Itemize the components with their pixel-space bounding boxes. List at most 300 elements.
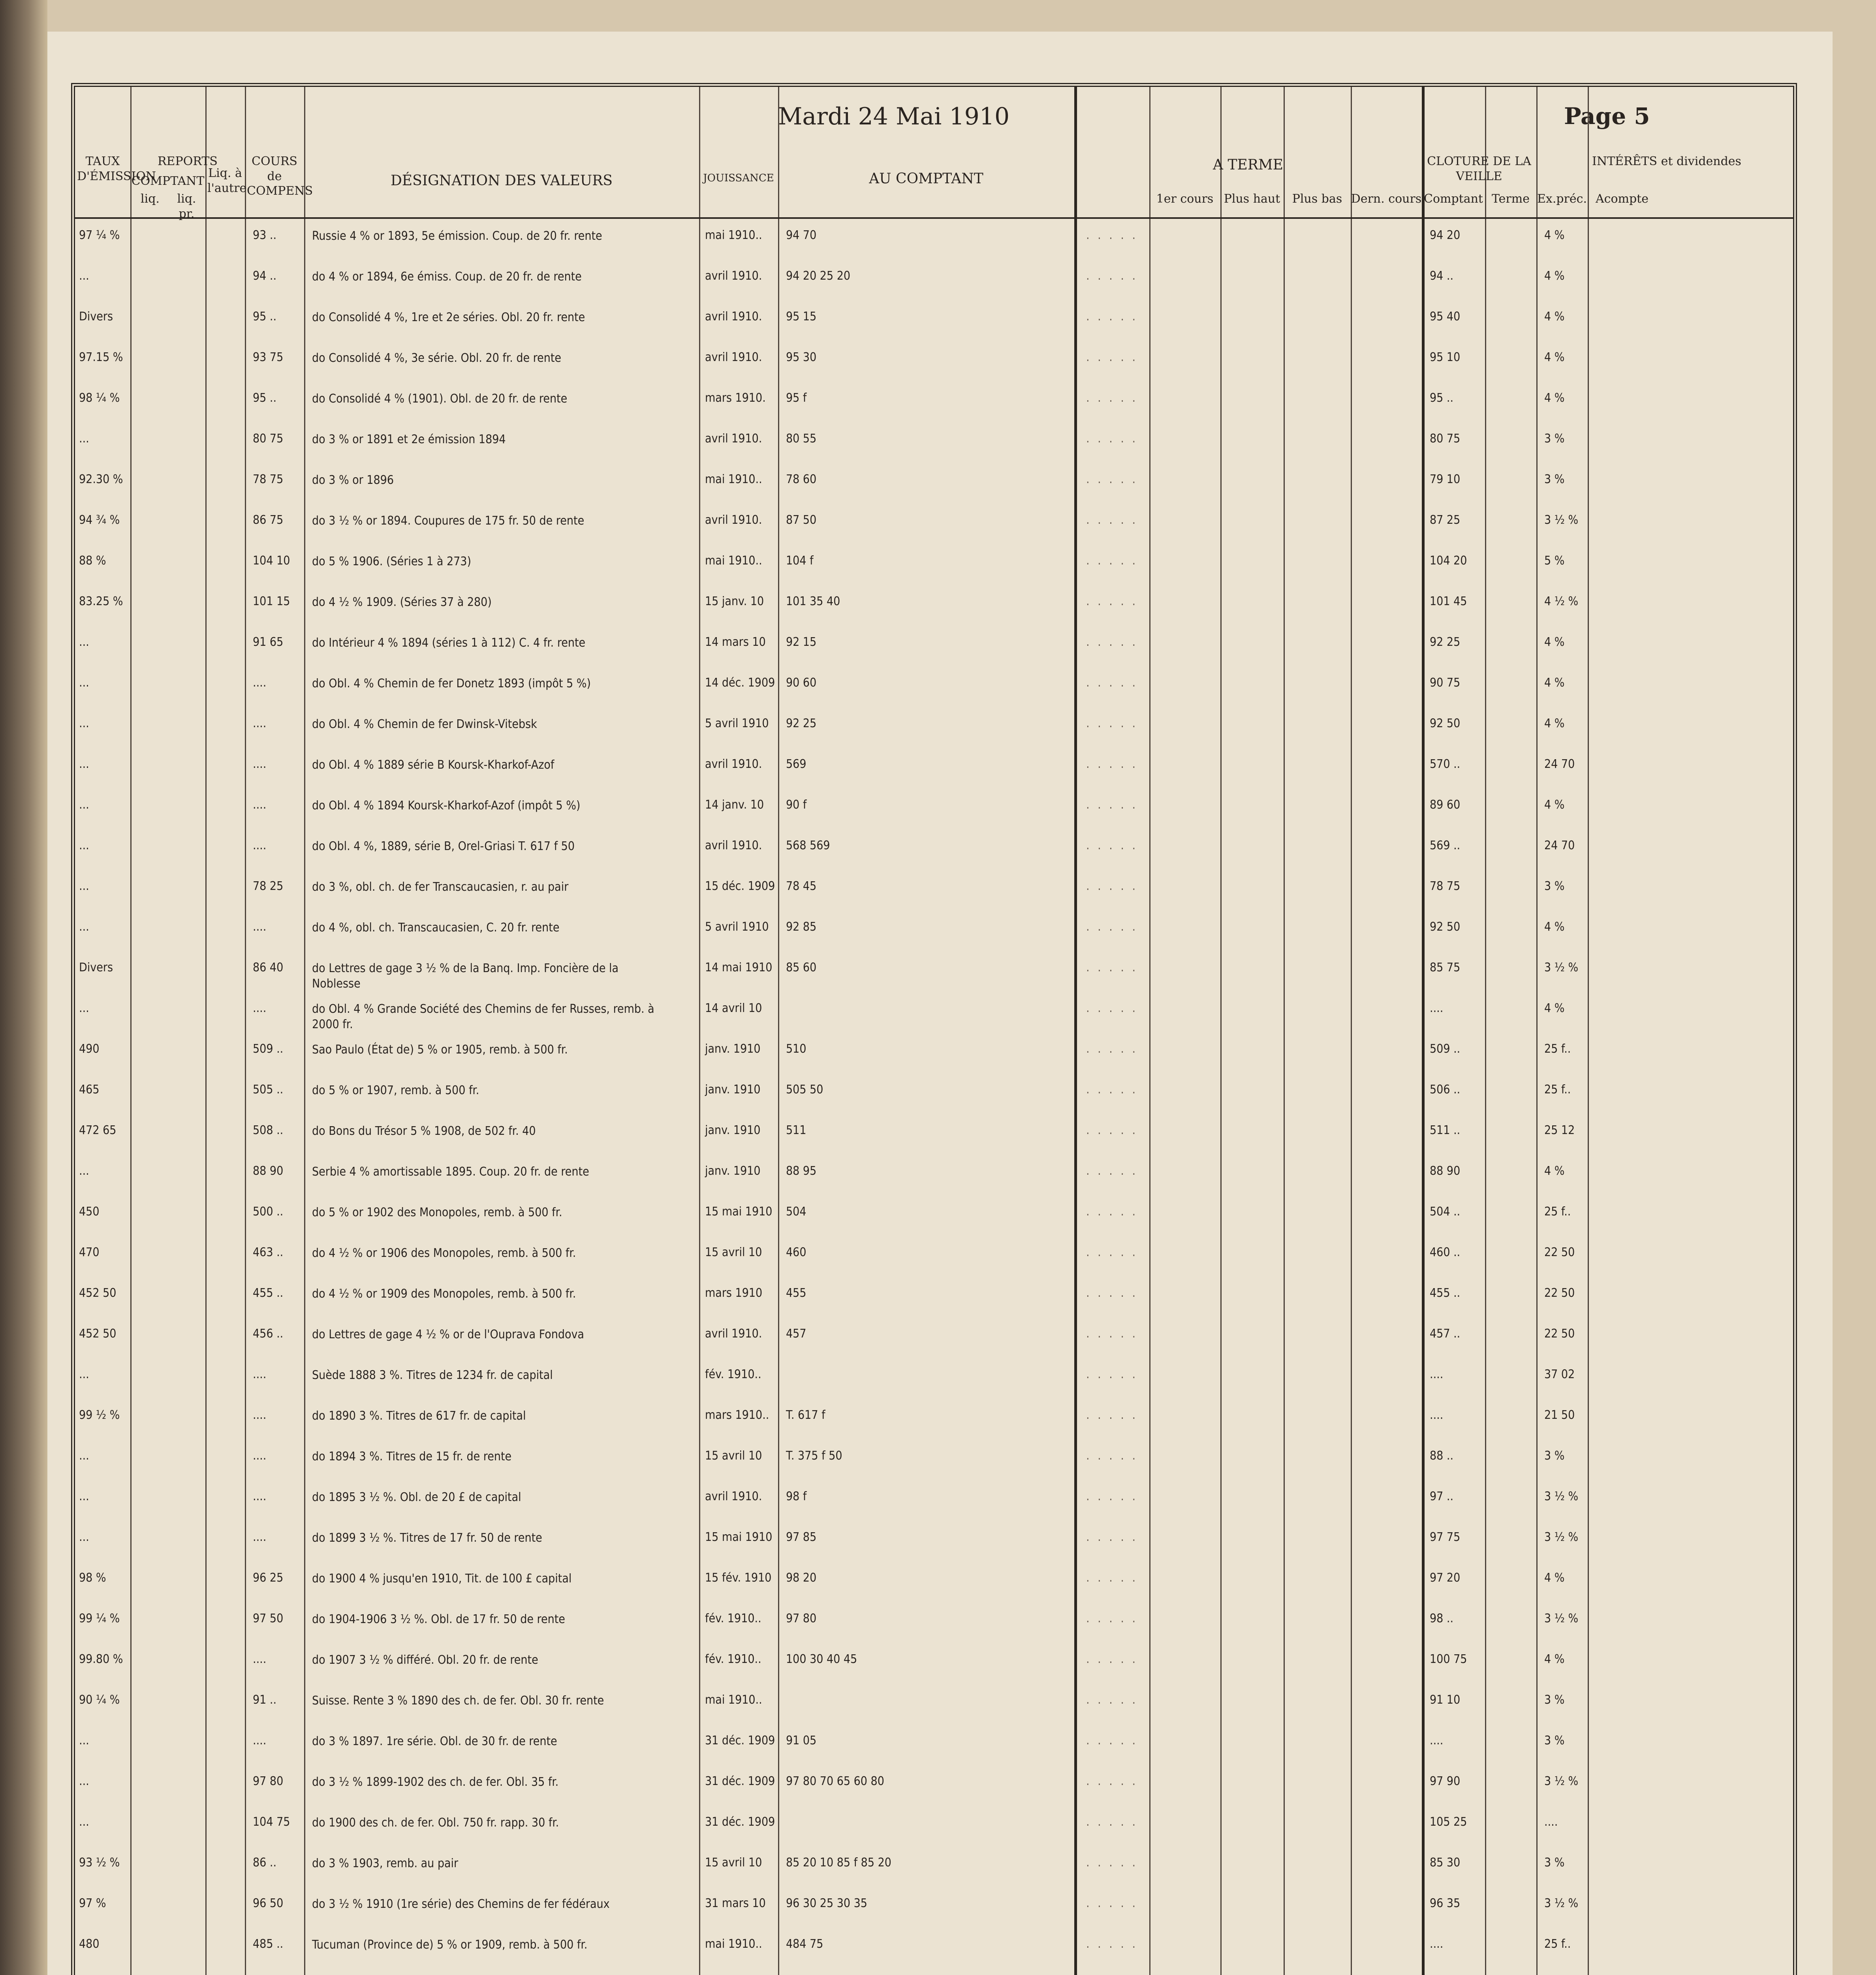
terme-filler: . . . . . [1086, 1083, 1138, 1097]
row-interets: 3 % [1544, 1734, 1565, 1747]
row-designation: Suède 1888 3 %. Titres de 1234 fr. de capital [312, 1368, 553, 1382]
row-jouissance: mars 1910. [705, 391, 766, 405]
row-interets: 24 70 [1544, 757, 1575, 771]
row-cloture: 95 10 [1430, 350, 1461, 364]
row-comptant: 484 75 [786, 1937, 823, 1951]
row-cloture: 511 .. [1430, 1123, 1461, 1137]
row-comptant: 78 60 [786, 472, 817, 486]
terme-filler: . . . . . [1086, 1164, 1138, 1178]
terme-filler: . . . . . [1086, 839, 1138, 852]
row-designation: do 1899 3 ½ %. Titres de 17 fr. 50 de rente [312, 1531, 542, 1545]
row-taux: ... [79, 1815, 89, 1829]
row-cours: 500 .. [253, 1205, 284, 1219]
row-taux: 450 [79, 1205, 100, 1219]
row-taux: 93 ½ % [79, 1856, 120, 1870]
row-taux: 97.15 % [79, 350, 123, 364]
row-taux: 83.25 % [79, 594, 123, 608]
row-comptant: 92 15 [786, 635, 817, 649]
row-jouissance: janv. 1910 [705, 1042, 761, 1056]
terme-filler: . . . . . [1086, 798, 1138, 812]
row-taux: 94 ¾ % [79, 513, 120, 527]
row-jouissance: 15 avril 10 [705, 1449, 762, 1463]
row-cours: 485 .. [253, 1937, 284, 1951]
row-jouissance: fév. 1910.. [705, 1367, 761, 1381]
binding-spine [0, 0, 47, 1975]
row-cours: 78 75 [253, 472, 284, 486]
row-interets: 21 50 [1544, 1408, 1575, 1422]
row-interets: 3 % [1544, 1856, 1565, 1870]
row-cours: 509 .. [253, 1042, 284, 1056]
row-cours: .... [253, 1530, 267, 1544]
row-interets: 3 % [1544, 472, 1565, 486]
row-taux: ... [79, 920, 89, 934]
row-comptant: 98 f [786, 1490, 807, 1503]
row-cloture: 92 50 [1430, 920, 1461, 934]
terme-filler: . . . . . [1086, 920, 1138, 934]
row-jouissance: mai 1910.. [705, 472, 762, 486]
row-interets: 5 % [1544, 554, 1565, 568]
terme-filler: . . . . . [1086, 961, 1138, 974]
row-cloture: 97 75 [1430, 1530, 1461, 1544]
row-cloture: 80 75 [1430, 432, 1461, 446]
row-comptant: 96 30 25 30 35 [786, 1896, 867, 1910]
row-taux: 98 % [79, 1571, 106, 1585]
row-cours: 88 90 [253, 1164, 284, 1178]
row-cloture: 97 90 [1430, 1774, 1461, 1788]
row-jouissance: 15 déc. 1909 [705, 879, 775, 893]
row-taux: ... [79, 717, 89, 730]
terme-filler: . . . . . [1086, 1530, 1138, 1544]
row-cours: 455 .. [253, 1286, 284, 1300]
terme-filler: . . . . . [1086, 391, 1138, 405]
terme-filler: . . . . . [1086, 1490, 1138, 1503]
row-interets: 24 70 [1544, 839, 1575, 852]
row-designation: do 4 ½ % or 1909 des Monopoles, remb. à 500 fr. [312, 1287, 576, 1301]
row-comptant: 505 50 [786, 1083, 823, 1097]
row-interets: 4 % [1544, 635, 1565, 649]
row-cloture: 91 10 [1430, 1693, 1461, 1707]
row-designation: do 1900 des ch. de fer. Obl. 750 fr. rapp. 30 fr. [312, 1816, 559, 1830]
row-taux: 97 % [79, 1896, 106, 1910]
row-cloture: 89 60 [1430, 798, 1461, 812]
row-jouissance: 15 avril 10 [705, 1245, 762, 1259]
row-comptant: 100 30 40 45 [786, 1652, 857, 1666]
row-interets: 4 % [1544, 798, 1565, 812]
row-taux: ... [79, 635, 89, 649]
row-designation: do 5 % or 1907, remb. à 500 fr. [312, 1083, 479, 1097]
row-jouissance: avril 1910. [705, 350, 762, 364]
row-designation: do Consolidé 4 %, 1re et 2e séries. Obl. 20 fr. rente [312, 310, 585, 324]
terme-filler: . . . . . [1086, 1693, 1138, 1707]
row-taux: ... [79, 432, 89, 446]
row-jouissance: 14 mars 10 [705, 635, 766, 649]
row-designation: Sao Paulo (État de) 5 % or 1905, remb. à 500 fr. [312, 1043, 568, 1057]
row-taux: ... [79, 839, 89, 852]
terme-filler: . . . . . [1086, 1001, 1138, 1015]
col-acompte: Acompte [1596, 192, 1649, 206]
col-reports: REPORTS [158, 154, 218, 168]
row-cours: .... [253, 1367, 267, 1381]
row-interets: 4 % [1544, 269, 1565, 283]
row-cloture: 97 20 [1430, 1571, 1461, 1585]
terme-filler: . . . . . [1086, 554, 1138, 568]
row-taux: 465 [79, 1083, 100, 1097]
row-interets: 3 ½ % [1544, 961, 1579, 974]
row-cloture: 88 90 [1430, 1164, 1461, 1178]
row-cours: 93 .. [253, 228, 277, 242]
row-jouissance: mai 1910.. [705, 1937, 762, 1951]
row-taux: 470 [79, 1245, 100, 1259]
row-cloture: 87 25 [1430, 513, 1461, 527]
row-cours: 93 75 [253, 350, 284, 364]
row-taux: 90 ¼ % [79, 1693, 120, 1707]
row-designation: do 4 % or 1894, 6e émiss. Coup. de 20 fr. de rente [312, 270, 582, 284]
terme-filler: . . . . . [1086, 879, 1138, 893]
row-jouissance: mars 1910 [705, 1286, 763, 1300]
terme-filler: . . . . . [1086, 513, 1138, 527]
row-designation: do Obl. 4 %, 1889, série B, Orel-Griasi T. 617 f 50 [312, 839, 575, 853]
row-jouissance: 15 fév. 1910 [705, 1571, 772, 1585]
terme-filler: . . . . . [1086, 635, 1138, 649]
row-interets: 4 % [1544, 350, 1565, 364]
row-taux: Divers [79, 310, 113, 324]
row-jouissance: fév. 1910.. [705, 1652, 761, 1666]
row-designation: do 4 %, obl. ch. Transcaucasien, C. 20 fr. rente [312, 921, 560, 935]
col-au-comptant: AU COMPTANT [869, 171, 983, 187]
row-interets: 4 ½ % [1544, 594, 1579, 608]
row-cours: .... [253, 717, 267, 730]
row-jouissance: mars 1910.. [705, 1408, 769, 1422]
terme-filler: . . . . . [1086, 1205, 1138, 1219]
terme-filler: . . . . . [1086, 1327, 1138, 1341]
row-jouissance: avril 1910. [705, 269, 762, 283]
row-comptant: 90 60 [786, 676, 817, 690]
row-interets: 25 f.. [1544, 1205, 1571, 1219]
row-taux: 99 ¼ % [79, 1612, 120, 1625]
row-comptant: 569 [786, 757, 806, 771]
row-taux: 97 ¼ % [79, 228, 120, 242]
terme-filler: . . . . . [1086, 1571, 1138, 1585]
terme-filler: . . . . . [1086, 1286, 1138, 1300]
row-jouissance: avril 1910. [705, 432, 762, 446]
row-designation: do 1890 3 %. Titres de 617 fr. de capital [312, 1409, 526, 1423]
row-jouissance: 5 avril 1910 [705, 717, 769, 730]
row-designation: do Obl. 4 % Grande Société des Chemins de fer Russes, remb. à 2000 fr. [312, 1002, 654, 1031]
row-interets: 4 % [1544, 1652, 1565, 1666]
row-cours: 80 75 [253, 432, 284, 446]
table-row [75, 1934, 1793, 1975]
row-cours: 97 80 [253, 1774, 284, 1788]
row-jouissance: avril 1910. [705, 513, 762, 527]
row-taux: ... [79, 1490, 89, 1503]
row-taux: Divers [79, 961, 113, 974]
row-cours: .... [253, 1734, 267, 1747]
col-comptant: COMPTANT [131, 174, 205, 188]
row-taux: ... [79, 1449, 89, 1463]
row-cours: 86 40 [253, 961, 284, 974]
row-taux: 88 % [79, 554, 106, 568]
row-designation: do 1900 4 % jusqu'en 1910, Tit. de 100 £ capital [312, 1572, 572, 1586]
row-designation: do 1907 3 ½ % différé. Obl. 20 fr. de rente [312, 1653, 538, 1667]
row-cloture: 85 75 [1430, 961, 1461, 974]
row-cloture: 455 .. [1430, 1286, 1461, 1300]
row-designation: do 3 %, obl. ch. de fer Transcaucasien, r. au pair [312, 880, 569, 894]
row-taux: ... [79, 798, 89, 812]
row-comptant: 97 85 [786, 1530, 817, 1544]
row-designation: do Intérieur 4 % 1894 (séries 1 à 112) C. 4 fr. rente [312, 636, 586, 650]
row-taux: 99.80 % [79, 1652, 123, 1666]
row-comptant: 85 60 [786, 961, 817, 974]
row-cloture: 569 .. [1430, 839, 1461, 852]
row-jouissance: 31 déc. 1909 [705, 1815, 775, 1829]
col-cours-compens: COURS de COMPENS [247, 154, 313, 198]
page-date: Mardi 24 Mai 1910 [778, 103, 1010, 130]
row-comptant: 80 55 [786, 432, 817, 446]
terme-filler: . . . . . [1086, 432, 1138, 446]
row-jouissance: 31 déc. 1909 [705, 1774, 775, 1788]
row-taux: 99 ½ % [79, 1408, 120, 1422]
col-jouissance: JOUISSANCE [703, 172, 774, 184]
terme-filler: . . . . . [1086, 1937, 1138, 1951]
col-premier-cours: 1er cours [1156, 192, 1214, 206]
row-designation: do 1894 3 %. Titres de 15 fr. de rente [312, 1450, 512, 1463]
row-designation: do 5 % 1906. (Séries 1 à 273) [312, 555, 471, 568]
row-cloture: 105 25 [1430, 1815, 1467, 1829]
row-designation: Suisse. Rente 3 % 1890 des ch. de fer. Obl. 30 fr. rente [312, 1694, 604, 1708]
row-cloture: 92 50 [1430, 717, 1461, 730]
row-designation: do 1904-1906 3 ½ %. Obl. de 17 fr. 50 de rente [312, 1612, 565, 1626]
row-cours: 104 10 [253, 554, 290, 568]
row-cloture: 95 40 [1430, 310, 1461, 324]
row-comptant: 85 20 10 85 f 85 20 [786, 1856, 891, 1870]
row-cours: .... [253, 1408, 267, 1422]
row-cloture: 98 .. [1430, 1612, 1454, 1625]
row-designation: do Consolidé 4 % (1901). Obl. de 20 fr. de rente [312, 392, 568, 406]
row-designation: Serbie 4 % amortissable 1895. Coup. 20 fr. de rente [312, 1165, 589, 1179]
row-jouissance: 5 avril 1910 [705, 920, 769, 934]
row-interets: 25 f.. [1544, 1042, 1571, 1056]
row-interets: 4 % [1544, 676, 1565, 690]
row-designation: do 3 % or 1891 et 2e émission 1894 [312, 433, 506, 446]
row-cours: 96 25 [253, 1571, 284, 1585]
row-designation: do Lettres de gage 4 ½ % or de l'Ouprava Fondova [312, 1328, 584, 1341]
row-jouissance: 14 avril 10 [705, 1001, 762, 1015]
row-cloture: 92 25 [1430, 635, 1461, 649]
col-a-terme: A TERME [1213, 157, 1283, 173]
row-comptant: 92 25 [786, 717, 817, 730]
terme-filler: . . . . . [1086, 1449, 1138, 1463]
row-comptant: 104 f [786, 554, 814, 568]
row-jouissance: avril 1910. [705, 839, 762, 852]
row-interets: 3 % [1544, 432, 1565, 446]
row-cloture: 88 .. [1430, 1449, 1454, 1463]
row-interets: 4 % [1544, 1001, 1565, 1015]
row-cloture: 101 45 [1430, 594, 1467, 608]
row-cloture: 90 75 [1430, 676, 1461, 690]
row-designation: do Consolidé 4 %, 3e série. Obl. 20 fr. de rente [312, 351, 562, 365]
row-comptant: 91 05 [786, 1734, 817, 1747]
row-jouissance: 15 mai 1910 [705, 1205, 773, 1219]
row-comptant: 460 [786, 1245, 806, 1259]
col-clot-comptant: Comptant [1424, 192, 1483, 206]
row-jouissance: 14 janv. 10 [705, 798, 764, 812]
row-designation: do 3 % or 1896 [312, 473, 394, 487]
row-designation: do Obl. 4 % 1894 Koursk-Kharkof-Azof (impôt 5 %) [312, 799, 581, 813]
row-taux: 92.30 % [79, 472, 123, 486]
row-jouissance: 31 déc. 1909 [705, 1734, 775, 1747]
row-jouissance: janv. 1910 [705, 1164, 761, 1178]
row-comptant: 568 569 [786, 839, 830, 852]
row-jouissance: avril 1910. [705, 1327, 762, 1341]
row-taux: 490 [79, 1042, 100, 1056]
terme-filler: . . . . . [1086, 1612, 1138, 1625]
row-interets: 4 % [1544, 920, 1565, 934]
row-designation: do 3 % 1897. 1re série. Obl. de 30 fr. de rente [312, 1734, 557, 1748]
row-interets: 25 12 [1544, 1123, 1575, 1137]
row-cours: .... [253, 798, 267, 812]
row-comptant: 94 70 [786, 228, 817, 242]
row-cours: 95 .. [253, 391, 277, 405]
row-jouissance: 14 déc. 1909 [705, 676, 775, 690]
row-interets: 4 % [1544, 310, 1565, 324]
row-cloture: 104 20 [1430, 554, 1467, 568]
terme-filler: . . . . . [1086, 472, 1138, 486]
row-comptant: 95 f [786, 391, 807, 405]
row-jouissance: janv. 1910 [705, 1123, 761, 1137]
row-comptant: T. 375 f 50 [786, 1449, 842, 1463]
row-interets: 22 50 [1544, 1327, 1575, 1341]
row-cours: 86 75 [253, 513, 284, 527]
row-interets: 3 ½ % [1544, 1774, 1579, 1788]
row-designation: do 1895 3 ½ %. Obl. de 20 £ de capital [312, 1490, 521, 1504]
terme-filler: . . . . . [1086, 1774, 1138, 1788]
row-jouissance: mai 1910.. [705, 1693, 762, 1707]
row-cloture: .... [1430, 1937, 1444, 1951]
row-comptant: 511 [786, 1123, 806, 1137]
row-interets: 3 ½ % [1544, 513, 1579, 527]
row-taux: 98 ¼ % [79, 391, 120, 405]
row-jouissance: avril 1910. [705, 1490, 762, 1503]
row-designation: do Bons du Trésor 5 % 1908, de 502 fr. 40 [312, 1124, 536, 1138]
row-cours: .... [253, 839, 267, 852]
row-cours: .... [253, 757, 267, 771]
row-cours: 91 65 [253, 635, 284, 649]
row-jouissance: mai 1910.. [705, 554, 762, 568]
row-designation: do 3 ½ % or 1894. Coupures de 175 fr. 50 de rente [312, 514, 585, 528]
row-cours: .... [253, 1001, 267, 1015]
row-cloture: 96 35 [1430, 1896, 1461, 1910]
row-comptant: 101 35 40 [786, 594, 840, 608]
row-cours: 508 .. [253, 1123, 284, 1137]
row-cours: .... [253, 1449, 267, 1463]
row-comptant: 78 45 [786, 879, 817, 893]
row-interets: 3 ½ % [1544, 1612, 1579, 1625]
row-designation: do 5 % or 1902 des Monopoles, remb. à 500 fr. [312, 1206, 562, 1219]
row-comptant: 510 [786, 1042, 806, 1056]
row-cloture: 97 .. [1430, 1490, 1454, 1503]
terme-filler: . . . . . [1086, 1123, 1138, 1137]
row-designation: do Obl. 4 % Chemin de fer Donetz 1893 (impôt 5 %) [312, 677, 591, 690]
row-interets: 4 % [1544, 228, 1565, 242]
row-designation: do 3 ½ % 1899-1902 des ch. de fer. Obl. 35 fr. [312, 1775, 559, 1789]
row-jouissance: mai 1910.. [705, 228, 762, 242]
row-cloture: 85 30 [1430, 1856, 1461, 1870]
row-comptant: 95 15 [786, 310, 817, 324]
row-designation: Tucuman (Province de) 5 % or 1909, remb. à 500 fr. [312, 1938, 588, 1952]
row-cours: .... [253, 676, 267, 690]
row-interets: 3 % [1544, 1693, 1565, 1707]
row-cours: 95 .. [253, 310, 277, 324]
terme-filler: . . . . . [1086, 676, 1138, 690]
row-cours: 101 15 [253, 594, 290, 608]
col-clot-terme: Terme [1492, 192, 1530, 206]
terme-filler: . . . . . [1086, 1652, 1138, 1666]
row-jouissance: 15 mai 1910 [705, 1530, 773, 1544]
row-interets: 22 50 [1544, 1245, 1575, 1259]
row-taux: 452 50 [79, 1327, 117, 1341]
row-comptant: 455 [786, 1286, 806, 1300]
row-cloture: 94 .. [1430, 269, 1454, 283]
col-interets: INTÉRÊTS et dividendes [1592, 154, 1741, 168]
row-cours: 96 50 [253, 1896, 284, 1910]
row-cloture: 509 .. [1430, 1042, 1461, 1056]
row-cours: .... [253, 920, 267, 934]
terme-filler: . . . . . [1086, 310, 1138, 324]
row-interets: 4 % [1544, 1571, 1565, 1585]
row-cloture: 457 .. [1430, 1327, 1461, 1341]
row-cours: 463 .. [253, 1245, 284, 1259]
row-cours: 86 .. [253, 1856, 277, 1870]
col-liq-pr: liq. pr. [177, 192, 196, 221]
row-designation: do 3 ½ % 1910 (1re série) des Chemins de fer fédéraux [312, 1897, 610, 1911]
row-jouissance: 15 avril 10 [705, 1856, 762, 1870]
row-interets: 3 ½ % [1544, 1490, 1579, 1503]
row-taux: ... [79, 1774, 89, 1788]
terme-filler: . . . . . [1086, 269, 1138, 283]
row-interets: 25 f.. [1544, 1083, 1571, 1097]
terme-filler: . . . . . [1086, 1042, 1138, 1056]
row-designation: do 4 ½ % 1909. (Séries 37 à 280) [312, 595, 492, 609]
row-taux: ... [79, 1164, 89, 1178]
row-taux: ... [79, 879, 89, 893]
page-number: Page 5 [1564, 103, 1650, 130]
row-designation: do 3 % 1903, remb. au pair [312, 1856, 459, 1870]
row-cours: .... [253, 1490, 267, 1503]
col-plus-bas: Plus bas [1292, 192, 1342, 206]
row-cloture: .... [1430, 1408, 1444, 1422]
row-interets: .... [1544, 1815, 1558, 1829]
terme-filler: . . . . . [1086, 228, 1138, 242]
newspaper-page [47, 32, 1833, 1975]
col-cloture: CLOTURE DE LA VEILLE [1427, 154, 1531, 183]
row-taux: 472 65 [79, 1123, 117, 1137]
row-taux: ... [79, 1367, 89, 1381]
row-comptant: 457 [786, 1327, 806, 1341]
row-cours: 505 .. [253, 1083, 284, 1097]
quotation-table [71, 83, 1797, 1975]
col-ex-prec: Ex.préc. [1537, 192, 1587, 206]
row-jouissance: avril 1910. [705, 310, 762, 324]
row-designation: do Lettres de gage 3 ½ % de la Banq. Imp. Foncière de la Noblesse [312, 961, 619, 991]
row-comptant: 97 80 70 65 60 80 [786, 1774, 884, 1788]
row-interets: 25 f.. [1544, 1937, 1571, 1951]
row-comptant: 88 95 [786, 1164, 817, 1178]
row-taux: 452 50 [79, 1286, 117, 1300]
row-cloture: 94 20 [1430, 228, 1461, 242]
row-comptant: 95 30 [786, 350, 817, 364]
row-interets: 3 ½ % [1544, 1896, 1579, 1910]
row-taux: ... [79, 676, 89, 690]
